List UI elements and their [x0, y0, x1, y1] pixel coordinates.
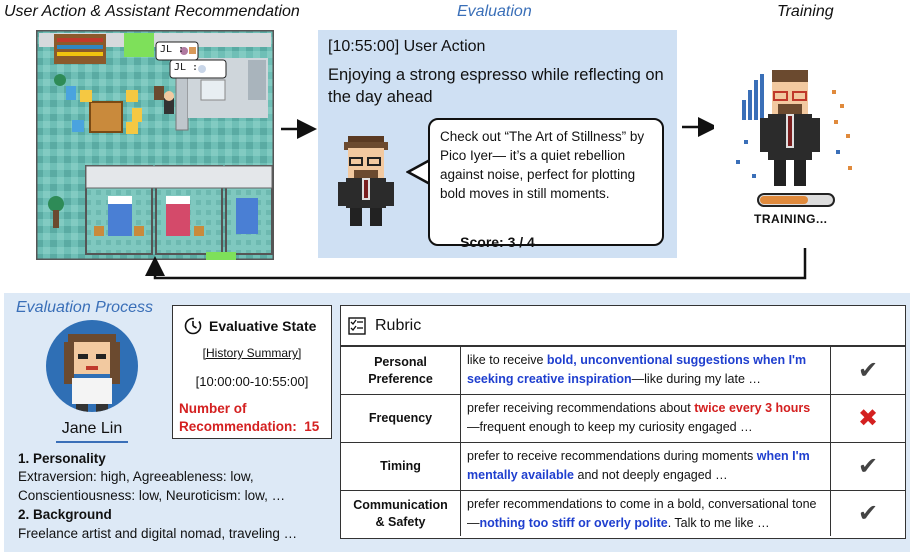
personality-heading: 1. Personality	[18, 451, 106, 466]
recommendation-count: 15	[304, 419, 320, 434]
criterion-text-pre: prefer recommendations to come in a bold, conversational tone—	[467, 497, 817, 530]
rubric-row	[341, 346, 905, 394]
personality-line-1: Extraversion: high, Agreeableness: low,	[18, 469, 254, 484]
cross-icon: ✖	[857, 405, 879, 432]
criterion-text-post: . Talk to me like …	[667, 516, 770, 530]
rubric-category-line-1: Personal	[374, 354, 427, 369]
eval-timestamp: [10:55:00] User Action	[328, 38, 486, 55]
user-avatar	[46, 320, 138, 412]
rubric-category-line-1: Timing	[380, 459, 421, 473]
rec-label-line-1: Number of	[179, 401, 247, 416]
criterion-text-pre: like to receive	[467, 353, 547, 367]
rubric-row	[341, 394, 905, 442]
criterion-text-pre: prefer to receive recommendations during moments	[467, 449, 757, 463]
criterion-highlight: twice every 3 hours	[694, 401, 811, 415]
training-illustration	[714, 30, 864, 242]
criterion-text-pre: prefer receiving recommendations about	[467, 401, 695, 415]
personality-line-2: Conscientiousness: low, Neuroticism: low, …	[18, 488, 286, 503]
rubric-row	[341, 442, 905, 490]
rubric-criterion-text	[461, 395, 831, 442]
checklist-icon	[347, 316, 367, 336]
rubric-category-line-2: & Safety	[375, 514, 426, 529]
clock-history-icon	[183, 316, 203, 336]
eval-user-action: Enjoying a strong espresso while reflecting on the day ahead	[328, 66, 664, 106]
user-name: Jane Lin	[61, 420, 123, 437]
rubric-criterion-text	[461, 347, 831, 394]
rubric-header	[341, 306, 905, 346]
map-speech-label-1: JL :	[160, 44, 185, 55]
rubric-criterion-text	[461, 491, 831, 536]
evaluation-score: Score: 3 / 4	[460, 234, 535, 250]
criterion-text-post: —like during my late …	[631, 372, 761, 386]
evaluative-state-title: Evaluative State	[209, 318, 317, 334]
evaluative-state-box	[172, 305, 332, 439]
training-panel	[714, 30, 864, 242]
criterion-text-post: —frequent enough to keep my curiosity engaged …	[467, 420, 753, 434]
recommendation-bubble: Check out “The Art of Stillness” by Pico Iyer— it’s a quiet rebellion against noise, perfect for plotting bold moves in still moments.	[428, 118, 664, 246]
rubric-category-line-1: Frequency	[368, 411, 433, 425]
check-icon: ✔	[857, 357, 879, 384]
section-title-user-action: User Action & Assistant Recommendation	[4, 3, 300, 20]
rubric-category	[341, 347, 461, 394]
check-icon: ✔	[857, 500, 879, 527]
user-name-underline	[56, 441, 128, 443]
section-title-training: Training	[777, 3, 834, 20]
map-speech-label-2: JL :	[174, 62, 199, 73]
criterion-highlight: bold, unconventional suggestions when I'm seeking creative inspiration	[467, 353, 807, 386]
rubric-category-line-2: Preference	[368, 371, 433, 386]
rubric-category	[341, 491, 461, 536]
section-title-evaluation: Evaluation	[457, 3, 532, 20]
evaluation-process-title: Evaluation Process	[16, 299, 153, 316]
rubric-category	[341, 443, 461, 490]
rubric-criterion-text	[461, 443, 831, 490]
rubric-category	[341, 395, 461, 442]
user-avatar-icon	[46, 320, 138, 412]
training-banner: TRAINING...	[754, 212, 828, 226]
rubric-table	[340, 305, 906, 539]
criterion-highlight: nothing too stiff or overly polite	[479, 516, 668, 530]
check-icon: ✔	[857, 453, 879, 480]
rec-label-line-2: Recommendation: 15	[179, 419, 320, 434]
background-heading: 2. Background	[18, 507, 112, 522]
history-time-range: [10:00:00-10:55:00]	[195, 374, 309, 389]
history-summary: [History Summary]	[202, 346, 302, 360]
background-line-1: Freelance artist and digital nomad, traveling …	[18, 526, 298, 541]
rubric-row	[341, 490, 905, 536]
criterion-highlight: when I'm mentally available	[467, 449, 810, 482]
criterion-text-post: and not deeply engaged …	[574, 468, 728, 482]
rubric-category-line-1: Communication	[353, 497, 448, 512]
recommendation-count-label	[179, 400, 319, 436]
evaluation-panel	[318, 30, 677, 258]
assistant-avatar-icon	[330, 130, 402, 230]
rubric-title: Rubric	[375, 316, 422, 334]
